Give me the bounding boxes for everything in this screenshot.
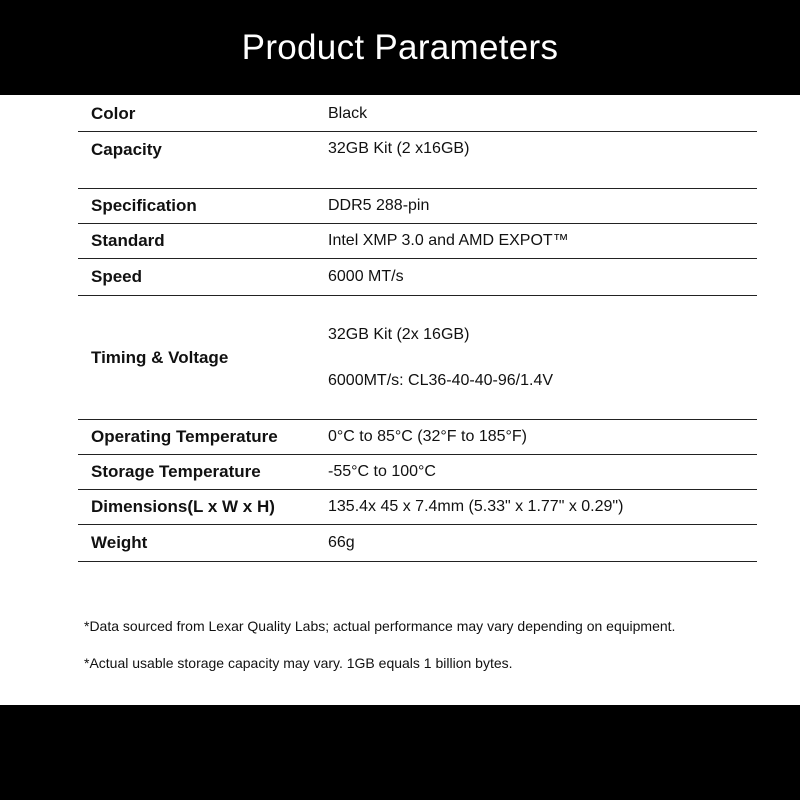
footnote-data-source: *Data sourced from Lexar Quality Labs; actual performance may vary depending on equipment.: [84, 618, 676, 634]
row-specification: [78, 189, 757, 224]
row-dimensions: [78, 490, 757, 525]
row-label: Operating Temperature: [91, 427, 278, 446]
row-speed: [78, 259, 757, 296]
row-value: 0°C to 85°C (32°F to 185°F): [328, 428, 528, 445]
row-value: 6000 MT/s: [328, 268, 404, 285]
row-capacity: [78, 132, 757, 189]
row-label: Storage Temperature: [91, 462, 261, 481]
row-standard: [78, 224, 757, 259]
row-timing-voltage: [78, 296, 757, 420]
row-label: Dimensions(L x W x H): [91, 497, 275, 516]
row-value: 66g: [328, 534, 355, 551]
row-value: 135.4x 45 x 7.4mm (5.33" x 1.77" x 0.29"): [328, 498, 624, 515]
row-value: [328, 326, 757, 390]
row-label: Speed: [91, 267, 143, 286]
footnote-capacity: *Actual usable storage capacity may vary. 1GB equals 1 billion bytes.: [84, 655, 513, 671]
row-label: Capacity: [91, 140, 162, 159]
row-color: [78, 97, 757, 132]
row-value: DDR5 288-pin: [328, 197, 430, 214]
page-title: Product Parameters: [241, 27, 559, 67]
row-label: Standard: [91, 231, 165, 250]
row-label: Timing & Voltage: [91, 347, 229, 367]
row-operating-temperature: [78, 420, 757, 455]
row-label: Weight: [91, 533, 148, 552]
parameters-table: [78, 97, 757, 562]
footer-bar: [0, 705, 800, 800]
row-value: -55°C to 100°C: [328, 463, 436, 480]
row-storage-temperature: [78, 455, 757, 490]
row-value: Intel XMP 3.0 and AMD EXPOT™: [328, 232, 569, 249]
row-label: Specification: [91, 196, 197, 215]
row-value: 32GB Kit (2 x16GB): [328, 140, 470, 157]
row-label: Color: [91, 104, 136, 123]
header-banner: [0, 0, 800, 95]
row-weight: [78, 525, 757, 562]
row-value-line: 6000MT/s: CL36-40-40-96/1.4V: [328, 371, 554, 389]
footnotes: [84, 618, 784, 671]
row-value: Black: [328, 105, 368, 122]
row-value-line: 32GB Kit (2x 16GB): [328, 325, 470, 343]
